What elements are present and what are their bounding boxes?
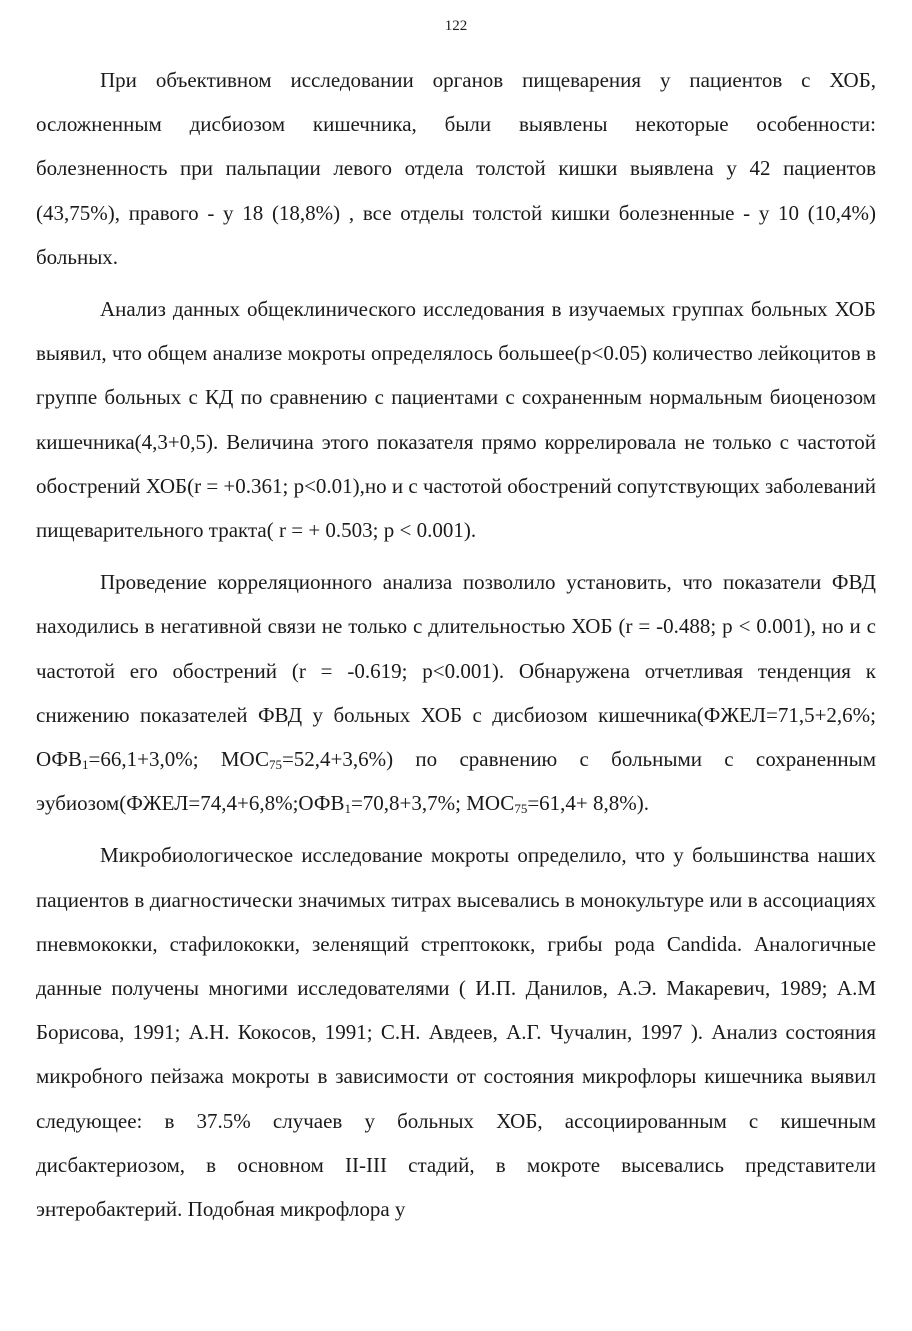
document-body [36,58,876,1231]
paragraph [36,560,876,825]
text-run: =70,8+3,7%; МОС [350,791,515,816]
page-number: 122 [444,18,468,34]
paragraph [36,833,876,1231]
subscript: 1 [82,757,89,773]
paragraph [36,58,876,279]
text-run: Микробиологическое исследование мокроты определило, что у большинства наших пациентов в диагностически значимых титрах высевались в монокультуре или в ассоциациях пневмококки, стафилококки, зеленящий стрептококк, грибы рода Candida. Аналогичные данные получены многими исследователями ( И.П. Данилов, А.Э. Макаревич, 1989; А.М Борисова, 1991; А.Н. Кокосов, 1991; С.Н. Авдеев, А.Г. Чучалин, 1997 ). Анализ состояния микробного пейзажа мокроты в зависимости от состояния микрофлоры кишечника выявил следующее: в 37.5% случаев у больных ХОБ, ассоциированным с кишечным дисбактериозом, в основном II-III стадий, в мокроте высевались представители энтеробактерий. Подобная микрофлора у [36,843,876,1222]
paragraph [36,287,876,552]
text-run: При объективном исследовании органов пищеварения у пациентов с ХОБ, осложненным дисбиозом кишечника, были выявлены некоторые особенности: болезненность при пальпации левого отдела толстой кишки выявлена у 42 пациентов (43,75%), правого - у 18 (18,8%) , все отделы толстой кишки болезненные - у 10 (10,4%) больных. [36,68,876,269]
subscript: 75 [268,757,282,773]
text-run: Проведение корреляционного анализа позволило установить, что показатели ФВД находились в негативной связи не только с длительностью ХОБ (r = -0.488; р < 0.001), но и с частотой его обострений (r = -0.619; р<0.001). Обнаружена отчетливая тенденция к снижению показателей ФВД у больных ХОБ с дисбиозом кишечника(ФЖЕЛ=71,5+2,6%; ОФВ [36,570,876,772]
text-run: =52,4+3,6%) по сравнению с больными с сохраненным эубиозом(ФЖЕЛ=74,4+6,8%;ОФВ [36,747,876,816]
text-run: =61,4+ 8,8%). [527,791,650,816]
text-run: Анализ данных общеклинического исследования в изучаемых группах больных ХОБ выявил, что общем анализе мокроты определялось большее(р<0.05) количество лейкоцитов в группе больных с КД по сравнению с пациентами с сохраненным нормальным биоценозом кишечника(4,3+0,5). Величина этого показателя прямо коррелировала не только с частотой обострений ХОБ(r = +0.361; р<0.01),но и с частотой обострений сопутствующих заболеваний пищеварительного тракта( r = + 0.503; р < 0.001). [36,297,876,543]
subscript: 75 [514,801,528,817]
text-run: =66,1+3,0%; МОС [88,747,269,772]
subscript: 1 [344,801,351,817]
